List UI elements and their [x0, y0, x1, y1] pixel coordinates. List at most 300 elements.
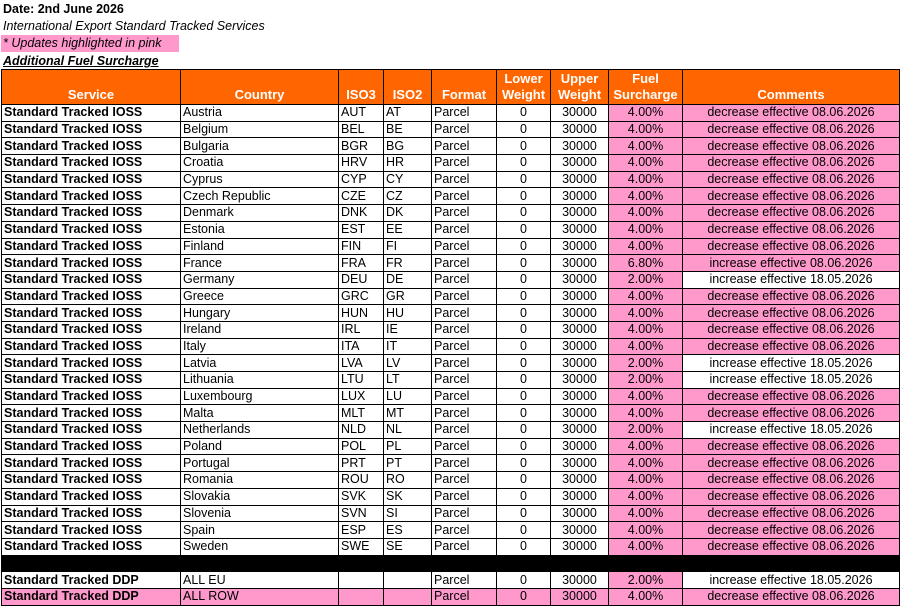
cell-format: Parcel: [432, 305, 497, 322]
cell-format: Parcel: [432, 355, 497, 372]
cell-iso3: ROU: [339, 472, 384, 489]
cell-lower-weight: 0: [497, 338, 551, 355]
cell-upper-weight: 30000: [551, 488, 609, 505]
cell-upper-weight: 30000: [551, 505, 609, 522]
cell-iso2: MT: [384, 405, 432, 422]
table-row: [2, 205, 900, 222]
col-header-comments: Comments: [683, 70, 900, 105]
cell-iso3: FRA: [339, 255, 384, 272]
cell-fuel-surcharge: 4.00%: [609, 155, 683, 172]
separator-bar: [2, 555, 900, 572]
cell-country: Romania: [181, 472, 339, 489]
cell-fuel-surcharge: 4.00%: [609, 522, 683, 539]
cell-upper-weight: 30000: [551, 105, 609, 122]
cell-comment: decrease effective 08.06.2026: [683, 338, 900, 355]
cell-country: ALL EU: [181, 572, 339, 589]
cell-format: Parcel: [432, 522, 497, 539]
cell-upper-weight: 30000: [551, 538, 609, 555]
table-row: [2, 538, 900, 555]
cell-service: Standard Tracked IOSS: [2, 155, 181, 172]
cell-iso2: FI: [384, 238, 432, 255]
cell-service: Standard Tracked IOSS: [2, 405, 181, 422]
cell-comment: decrease effective 08.06.2026: [683, 288, 900, 305]
cell-lower-weight: 0: [497, 171, 551, 188]
cell-iso3: [339, 572, 384, 589]
cell-service: Standard Tracked IOSS: [2, 188, 181, 205]
table-row: [2, 488, 900, 505]
cell-format: Parcel: [432, 338, 497, 355]
cell-format: Parcel: [432, 372, 497, 389]
cell-comment: decrease effective 08.06.2026: [683, 305, 900, 322]
cell-format: Parcel: [432, 488, 497, 505]
cell-format: Parcel: [432, 205, 497, 222]
cell-fuel-surcharge: 4.00%: [609, 138, 683, 155]
cell-service: Standard Tracked DDP: [2, 588, 181, 605]
cell-iso3: DNK: [339, 205, 384, 222]
cell-iso2: PL: [384, 438, 432, 455]
cell-comment: decrease effective 08.06.2026: [683, 138, 900, 155]
cell-comment: decrease effective 08.06.2026: [683, 188, 900, 205]
cell-country: Cyprus: [181, 171, 339, 188]
cell-iso2: HR: [384, 155, 432, 172]
cell-iso3: POL: [339, 438, 384, 455]
cell-lower-weight: 0: [497, 355, 551, 372]
cell-upper-weight: 30000: [551, 355, 609, 372]
cell-lower-weight: 0: [497, 221, 551, 238]
cell-service: Standard Tracked IOSS: [2, 221, 181, 238]
cell-format: Parcel: [432, 171, 497, 188]
cell-fuel-surcharge: 2.00%: [609, 422, 683, 439]
cell-iso2: PT: [384, 455, 432, 472]
cell-comment: increase effective 18.05.2026: [683, 271, 900, 288]
cell-iso2: BE: [384, 121, 432, 138]
cell-iso3: NLD: [339, 422, 384, 439]
cell-fuel-surcharge: 6.80%: [609, 255, 683, 272]
table-row: [2, 271, 900, 288]
cell-service: Standard Tracked IOSS: [2, 538, 181, 555]
cell-iso2: CZ: [384, 188, 432, 205]
cell-upper-weight: 30000: [551, 238, 609, 255]
cell-comment: decrease effective 08.06.2026: [683, 488, 900, 505]
cell-format: Parcel: [432, 121, 497, 138]
cell-comment: decrease effective 08.06.2026: [683, 171, 900, 188]
cell-country: Ireland: [181, 321, 339, 338]
cell-iso3: LUX: [339, 388, 384, 405]
cell-country: Poland: [181, 438, 339, 455]
cell-iso3: HUN: [339, 305, 384, 322]
cell-service: Standard Tracked IOSS: [2, 121, 181, 138]
cell-country: Spain: [181, 522, 339, 539]
cell-format: Parcel: [432, 138, 497, 155]
cell-country: Germany: [181, 271, 339, 288]
cell-iso3: ESP: [339, 522, 384, 539]
cell-lower-weight: 0: [497, 155, 551, 172]
cell-lower-weight: 0: [497, 538, 551, 555]
cell-fuel-surcharge: 2.00%: [609, 355, 683, 372]
cell-upper-weight: 30000: [551, 388, 609, 405]
cell-comment: decrease effective 08.06.2026: [683, 438, 900, 455]
table-row: [2, 238, 900, 255]
cell-lower-weight: 0: [497, 188, 551, 205]
cell-country: Lithuania: [181, 372, 339, 389]
table-row: [2, 405, 900, 422]
cell-format: Parcel: [432, 388, 497, 405]
cell-lower-weight: 0: [497, 472, 551, 489]
cell-iso2: SI: [384, 505, 432, 522]
cell-format: Parcel: [432, 538, 497, 555]
surcharge-table: [1, 69, 900, 606]
cell-iso2: ES: [384, 522, 432, 539]
cell-iso3: SVN: [339, 505, 384, 522]
cell-iso3: SWE: [339, 538, 384, 555]
cell-fuel-surcharge: 2.00%: [609, 572, 683, 589]
cell-upper-weight: 30000: [551, 121, 609, 138]
table-row: [2, 355, 900, 372]
cell-iso2: FR: [384, 255, 432, 272]
cell-lower-weight: 0: [497, 372, 551, 389]
cell-comment: decrease effective 08.06.2026: [683, 522, 900, 539]
cell-fuel-surcharge: 4.00%: [609, 405, 683, 422]
section-title: Additional Fuel Surcharge: [3, 54, 159, 68]
cell-country: Sweden: [181, 538, 339, 555]
table-row: [2, 155, 900, 172]
cell-iso2: GR: [384, 288, 432, 305]
cell-iso3: [339, 588, 384, 605]
cell-iso3: BGR: [339, 138, 384, 155]
cell-country: Latvia: [181, 355, 339, 372]
cell-service: Standard Tracked IOSS: [2, 205, 181, 222]
cell-country: Finland: [181, 238, 339, 255]
cell-comment: decrease effective 08.06.2026: [683, 538, 900, 555]
cell-iso2: SK: [384, 488, 432, 505]
col-header-lower-weight: Lower Weight: [497, 70, 551, 105]
cell-upper-weight: 30000: [551, 321, 609, 338]
cell-lower-weight: 0: [497, 105, 551, 122]
table-row: [2, 321, 900, 338]
cell-comment: increase effective 18.05.2026: [683, 422, 900, 439]
table-row: [2, 455, 900, 472]
cell-iso3: IRL: [339, 321, 384, 338]
cell-iso3: AUT: [339, 105, 384, 122]
cell-format: Parcel: [432, 271, 497, 288]
cell-iso2: [384, 588, 432, 605]
cell-iso2: HU: [384, 305, 432, 322]
cell-lower-weight: 0: [497, 305, 551, 322]
cell-fuel-surcharge: 4.00%: [609, 221, 683, 238]
cell-upper-weight: 30000: [551, 205, 609, 222]
cell-lower-weight: 0: [497, 522, 551, 539]
cell-format: Parcel: [432, 472, 497, 489]
cell-upper-weight: 30000: [551, 255, 609, 272]
cell-service: Standard Tracked IOSS: [2, 271, 181, 288]
cell-fuel-surcharge: 4.00%: [609, 171, 683, 188]
cell-iso2: IE: [384, 321, 432, 338]
cell-service: Standard Tracked IOSS: [2, 338, 181, 355]
cell-upper-weight: 30000: [551, 288, 609, 305]
cell-format: Parcel: [432, 105, 497, 122]
cell-lower-weight: 0: [497, 121, 551, 138]
cell-country: ALL ROW: [181, 588, 339, 605]
cell-comment: decrease effective 08.06.2026: [683, 588, 900, 605]
cell-service: Standard Tracked IOSS: [2, 321, 181, 338]
cell-format: Parcel: [432, 188, 497, 205]
cell-upper-weight: 30000: [551, 138, 609, 155]
cell-comment: decrease effective 08.06.2026: [683, 388, 900, 405]
col-header-country: Country: [181, 70, 339, 105]
date-label: Date: 2nd June 2026: [3, 2, 124, 16]
cell-upper-weight: 30000: [551, 522, 609, 539]
cell-fuel-surcharge: 4.00%: [609, 472, 683, 489]
cell-iso2: [384, 572, 432, 589]
cell-comment: decrease effective 08.06.2026: [683, 472, 900, 489]
cell-format: Parcel: [432, 438, 497, 455]
cell-upper-weight: 30000: [551, 271, 609, 288]
cell-format: Parcel: [432, 288, 497, 305]
cell-iso3: HRV: [339, 155, 384, 172]
cell-upper-weight: 30000: [551, 438, 609, 455]
col-header-iso2: ISO2: [384, 70, 432, 105]
cell-fuel-surcharge: 4.00%: [609, 488, 683, 505]
cell-comment: decrease effective 08.06.2026: [683, 155, 900, 172]
table-row: [2, 188, 900, 205]
cell-service: Standard Tracked IOSS: [2, 522, 181, 539]
cell-iso2: BG: [384, 138, 432, 155]
cell-fuel-surcharge: 4.00%: [609, 505, 683, 522]
table-row: [2, 338, 900, 355]
cell-upper-weight: 30000: [551, 171, 609, 188]
cell-fuel-surcharge: 4.00%: [609, 338, 683, 355]
cell-service: Standard Tracked IOSS: [2, 288, 181, 305]
col-header-service: Service: [2, 70, 181, 105]
cell-service: Standard Tracked IOSS: [2, 171, 181, 188]
cell-service: Standard Tracked IOSS: [2, 105, 181, 122]
table-row: [2, 505, 900, 522]
cell-iso3: ITA: [339, 338, 384, 355]
cell-fuel-surcharge: 4.00%: [609, 105, 683, 122]
cell-service: Standard Tracked IOSS: [2, 505, 181, 522]
cell-country: Estonia: [181, 221, 339, 238]
cell-country: France: [181, 255, 339, 272]
cell-format: Parcel: [432, 155, 497, 172]
cell-iso2: CY: [384, 171, 432, 188]
cell-upper-weight: 30000: [551, 405, 609, 422]
cell-service: Standard Tracked IOSS: [2, 472, 181, 489]
cell-iso3: MLT: [339, 405, 384, 422]
table-row: [2, 255, 900, 272]
cell-iso3: DEU: [339, 271, 384, 288]
cell-service: Standard Tracked IOSS: [2, 238, 181, 255]
cell-fuel-surcharge: 4.00%: [609, 438, 683, 455]
table-row: [2, 288, 900, 305]
cell-iso2: LV: [384, 355, 432, 372]
cell-fuel-surcharge: 4.00%: [609, 238, 683, 255]
table-row: [2, 388, 900, 405]
cell-iso3: LTU: [339, 372, 384, 389]
cell-country: Austria: [181, 105, 339, 122]
cell-format: Parcel: [432, 588, 497, 605]
cell-comment: increase effective 18.05.2026: [683, 572, 900, 589]
cell-country: Greece: [181, 288, 339, 305]
cell-country: Belgium: [181, 121, 339, 138]
cell-iso2: LU: [384, 388, 432, 405]
cell-format: Parcel: [432, 455, 497, 472]
cell-lower-weight: 0: [497, 255, 551, 272]
cell-iso2: EE: [384, 221, 432, 238]
cell-lower-weight: 0: [497, 321, 551, 338]
cell-service: Standard Tracked IOSS: [2, 422, 181, 439]
table-row: [2, 121, 900, 138]
cell-format: Parcel: [432, 505, 497, 522]
cell-comment: decrease effective 08.06.2026: [683, 221, 900, 238]
cell-comment: increase effective 08.06.2026: [683, 255, 900, 272]
cell-service: Standard Tracked IOSS: [2, 388, 181, 405]
cell-iso3: EST: [339, 221, 384, 238]
cell-upper-weight: 30000: [551, 155, 609, 172]
cell-iso3: CYP: [339, 171, 384, 188]
cell-comment: decrease effective 08.06.2026: [683, 505, 900, 522]
col-header-iso3: ISO3: [339, 70, 384, 105]
cell-upper-weight: 30000: [551, 305, 609, 322]
cell-service: Standard Tracked DDP: [2, 572, 181, 589]
cell-iso2: AT: [384, 105, 432, 122]
table-row: [2, 221, 900, 238]
cell-lower-weight: 0: [497, 422, 551, 439]
table-row: [2, 105, 900, 122]
cell-lower-weight: 0: [497, 288, 551, 305]
cell-lower-weight: 0: [497, 438, 551, 455]
cell-lower-weight: 0: [497, 388, 551, 405]
cell-country: Croatia: [181, 155, 339, 172]
cell-fuel-surcharge: 4.00%: [609, 205, 683, 222]
cell-iso3: BEL: [339, 121, 384, 138]
table-header-row: [2, 70, 900, 105]
cell-service: Standard Tracked IOSS: [2, 372, 181, 389]
cell-fuel-surcharge: 4.00%: [609, 288, 683, 305]
cell-format: Parcel: [432, 572, 497, 589]
cell-comment: decrease effective 08.06.2026: [683, 238, 900, 255]
cell-format: Parcel: [432, 405, 497, 422]
cell-upper-weight: 30000: [551, 221, 609, 238]
cell-service: Standard Tracked IOSS: [2, 488, 181, 505]
cell-format: Parcel: [432, 238, 497, 255]
cell-country: Luxembourg: [181, 388, 339, 405]
cell-country: Slovenia: [181, 505, 339, 522]
cell-country: Denmark: [181, 205, 339, 222]
cell-iso2: DK: [384, 205, 432, 222]
cell-fuel-surcharge: 4.00%: [609, 538, 683, 555]
cell-comment: decrease effective 08.06.2026: [683, 405, 900, 422]
cell-service: Standard Tracked IOSS: [2, 455, 181, 472]
cell-service: Standard Tracked IOSS: [2, 438, 181, 455]
cell-fuel-surcharge: 4.00%: [609, 121, 683, 138]
cell-format: Parcel: [432, 321, 497, 338]
cell-iso3: PRT: [339, 455, 384, 472]
table-row: [2, 171, 900, 188]
cell-fuel-surcharge: 2.00%: [609, 372, 683, 389]
cell-iso2: NL: [384, 422, 432, 439]
cell-lower-weight: 0: [497, 505, 551, 522]
table-row: [2, 572, 900, 589]
table-row: [2, 588, 900, 605]
table-row: [2, 438, 900, 455]
cell-format: Parcel: [432, 255, 497, 272]
cell-fuel-surcharge: 4.00%: [609, 388, 683, 405]
cell-iso2: SE: [384, 538, 432, 555]
table-row: [2, 422, 900, 439]
cell-lower-weight: 0: [497, 271, 551, 288]
cell-comment: decrease effective 08.06.2026: [683, 105, 900, 122]
cell-service: Standard Tracked IOSS: [2, 255, 181, 272]
cell-country: Portugal: [181, 455, 339, 472]
cell-upper-weight: 30000: [551, 188, 609, 205]
cell-fuel-surcharge: 4.00%: [609, 588, 683, 605]
col-header-format: Format: [432, 70, 497, 105]
cell-lower-weight: 0: [497, 205, 551, 222]
cell-lower-weight: 0: [497, 488, 551, 505]
cell-format: Parcel: [432, 422, 497, 439]
col-header-fuel-surcharge: Fuel Surcharge: [609, 70, 683, 105]
section-separator: [2, 555, 900, 572]
cell-fuel-surcharge: 4.00%: [609, 455, 683, 472]
cell-upper-weight: 30000: [551, 422, 609, 439]
cell-comment: decrease effective 08.06.2026: [683, 321, 900, 338]
cell-lower-weight: 0: [497, 405, 551, 422]
table-row: [2, 305, 900, 322]
cell-country: Czech Republic: [181, 188, 339, 205]
cell-upper-weight: 30000: [551, 588, 609, 605]
cell-lower-weight: 0: [497, 138, 551, 155]
cell-comment: decrease effective 08.06.2026: [683, 121, 900, 138]
cell-service: Standard Tracked IOSS: [2, 355, 181, 372]
cell-lower-weight: 0: [497, 588, 551, 605]
col-header-upper-weight: Upper Weight: [551, 70, 609, 105]
cell-comment: decrease effective 08.06.2026: [683, 455, 900, 472]
cell-iso2: IT: [384, 338, 432, 355]
table-row: [2, 522, 900, 539]
cell-fuel-surcharge: 4.00%: [609, 321, 683, 338]
table-row: [2, 472, 900, 489]
cell-lower-weight: 0: [497, 455, 551, 472]
cell-iso3: CZE: [339, 188, 384, 205]
cell-country: Italy: [181, 338, 339, 355]
cell-format: Parcel: [432, 221, 497, 238]
cell-iso2: DE: [384, 271, 432, 288]
table-row: [2, 138, 900, 155]
cell-country: Malta: [181, 405, 339, 422]
cell-comment: decrease effective 08.06.2026: [683, 205, 900, 222]
cell-upper-weight: 30000: [551, 572, 609, 589]
cell-lower-weight: 0: [497, 572, 551, 589]
cell-country: Netherlands: [181, 422, 339, 439]
cell-country: Bulgaria: [181, 138, 339, 155]
cell-upper-weight: 30000: [551, 472, 609, 489]
highlight-note: * Updates highlighted in pink: [1, 35, 179, 52]
cell-service: Standard Tracked IOSS: [2, 305, 181, 322]
cell-iso2: RO: [384, 472, 432, 489]
cell-fuel-surcharge: 4.00%: [609, 188, 683, 205]
cell-fuel-surcharge: 4.00%: [609, 305, 683, 322]
cell-comment: increase effective 18.05.2026: [683, 372, 900, 389]
cell-upper-weight: 30000: [551, 372, 609, 389]
cell-lower-weight: 0: [497, 238, 551, 255]
cell-country: Hungary: [181, 305, 339, 322]
cell-upper-weight: 30000: [551, 455, 609, 472]
table-row: [2, 372, 900, 389]
cell-fuel-surcharge: 2.00%: [609, 271, 683, 288]
cell-iso3: SVK: [339, 488, 384, 505]
subtitle: International Export Standard Tracked Services: [3, 19, 265, 33]
cell-upper-weight: 30000: [551, 338, 609, 355]
